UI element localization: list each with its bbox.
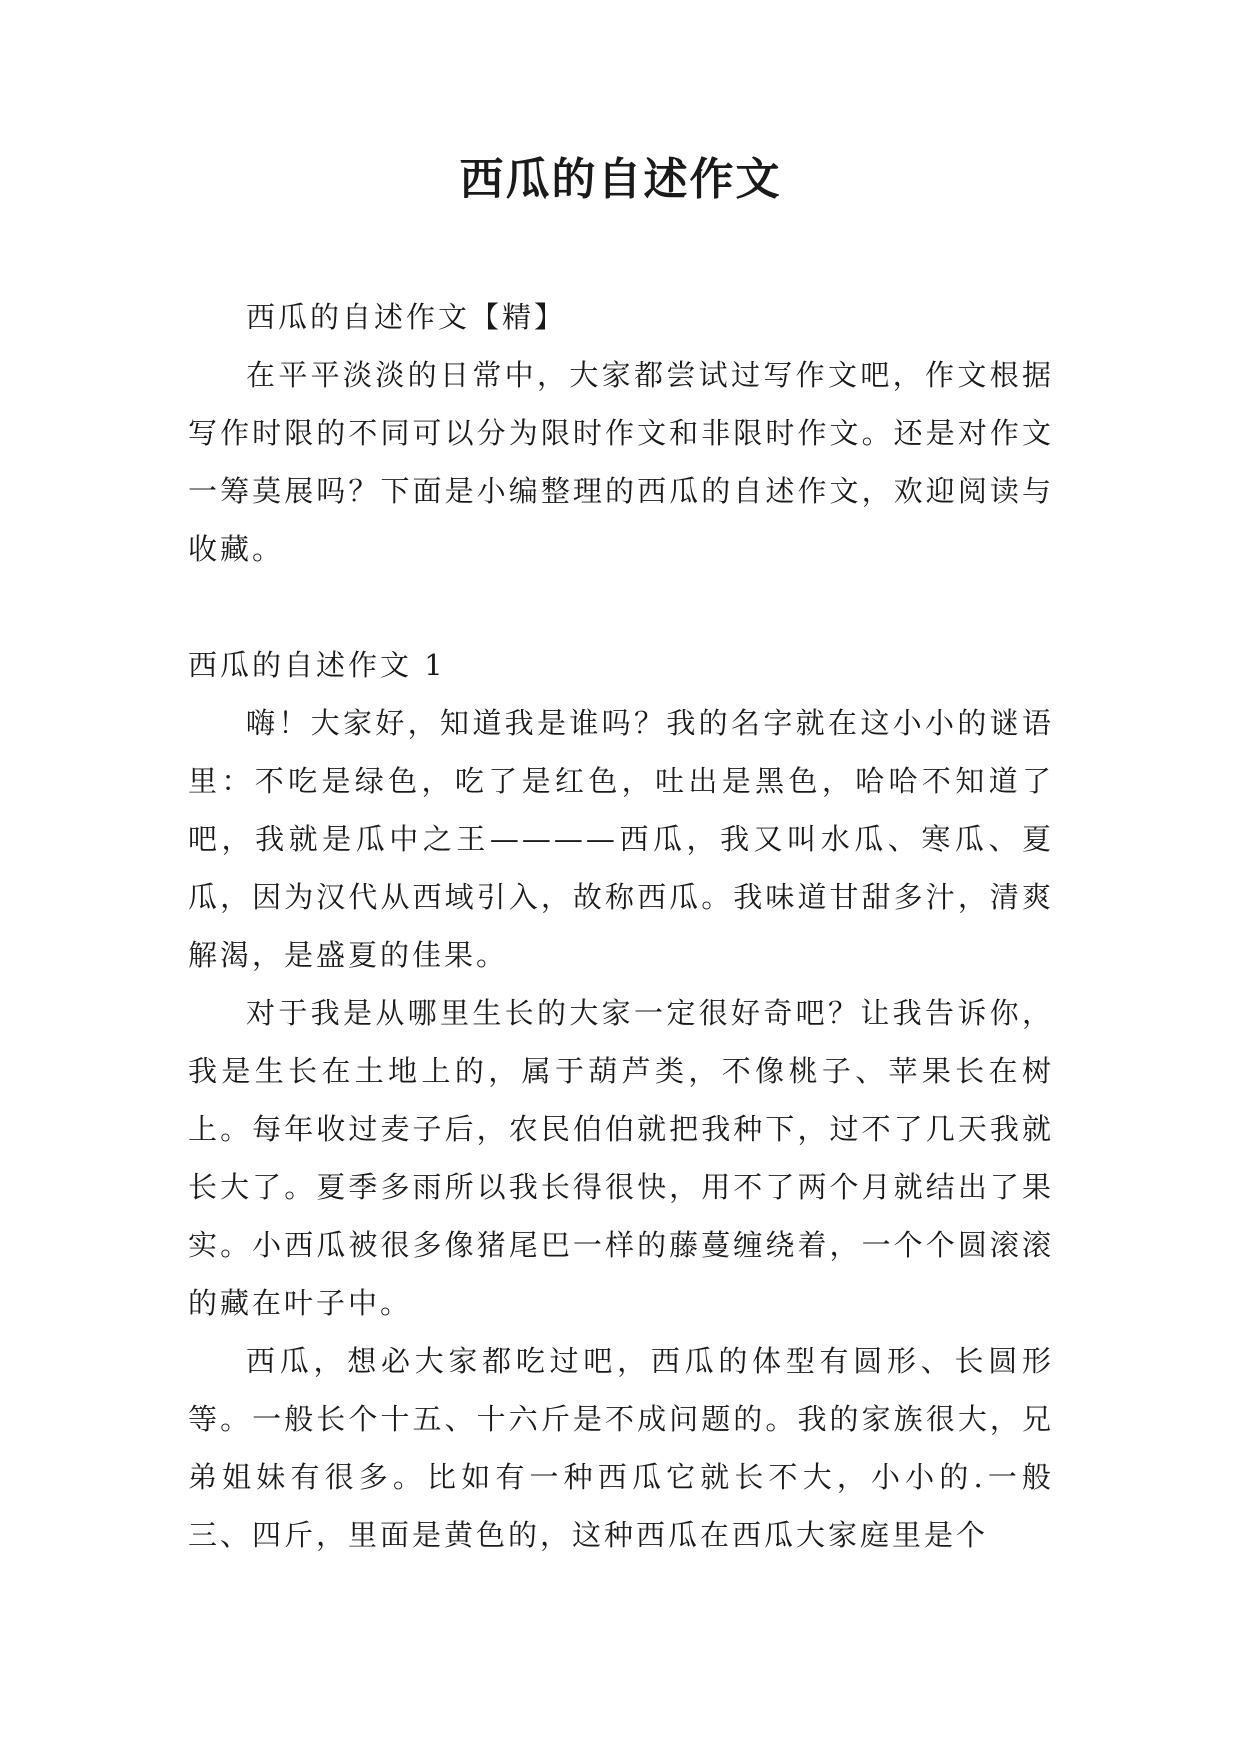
- section-paragraph: 对于我是从哪里生长的大家一定很好奇吧？让我告诉你，我是生长在土地上的，属于葫芦类，不像桃子、苹果长在树上。每年收过麦子后，农民伯伯就把我种下，过不了几天我就长大了。夏季多雨所以我长得很快，用不了两个月就结出了果实。小西瓜被很多像猪尾巴一样的藤蔓缠绕着，一个个圆滚滚的藏在叶子中。: [188, 996, 1054, 1320]
- intro-block: [188, 288, 1054, 578]
- section-heading: 西瓜的自述作文 1: [188, 648, 446, 682]
- section-1: [188, 636, 1054, 1564]
- section-paragraph: 西瓜，想必大家都吃过吧，西瓜的体型有圆形、长圆形等。一般长个十五、十六斤是不成问题的。我的家族很大，兄弟姐妹有很多。比如有一种西瓜它就长不大，小小的.一般三、四斤，里面是黄色的，这种西瓜在西瓜大家庭里是个: [188, 1344, 1054, 1552]
- document-title: 西瓜的自述作文: [459, 154, 782, 205]
- intro-subtitle: 西瓜的自述作文【精】: [246, 300, 567, 334]
- intro-paragraph: 在平平淡淡的日常中，大家都尝试过写作文吧，作文根据写作时限的不同可以分为限时作文和非限时作文。还是对作文一筹莫展吗？下面是小编整理的西瓜的自述作文，欢迎阅读与收藏。: [188, 358, 1054, 566]
- section-paragraph: 嗨！大家好，知道我是谁吗？我的名字就在这小小的谜语里：不吃是绿色，吃了是红色，吐出是黑色，哈哈不知道了吧，我就是瓜中之王————西瓜，我又叫水瓜、寒瓜、夏瓜，因为汉代从西域引入，故称西瓜。我味道甘甜多汁，清爽解渴，是盛夏的佳果。: [188, 706, 1054, 972]
